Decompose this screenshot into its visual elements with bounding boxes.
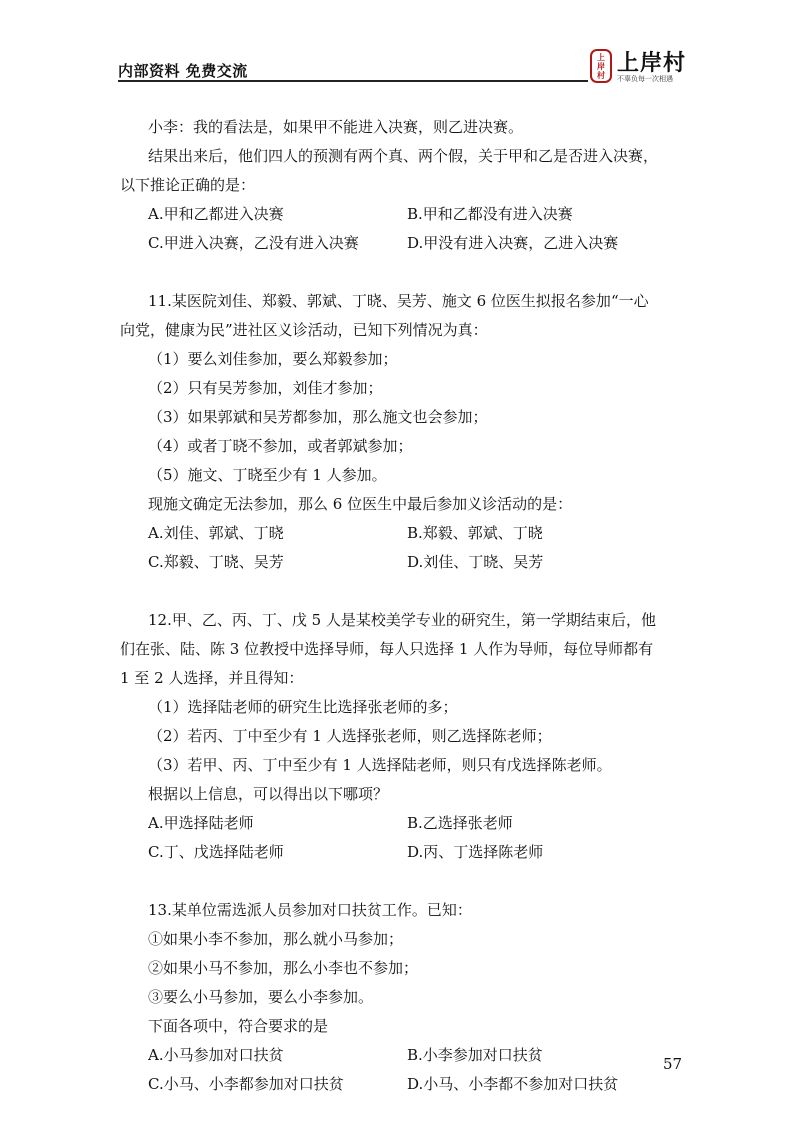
- q11-condition: （4）或者丁晓不参加，或者郭斌参加；: [148, 437, 413, 455]
- q12-option-a: A.甲选择陆老师: [148, 814, 254, 832]
- q12-option-d: D.丙、丁选择陈老师: [407, 843, 544, 861]
- q13-option-d: D.小马、小李都不参加对口扶贫: [407, 1075, 619, 1093]
- q10-line: 小李：我的看法是，如果甲不能进入决赛，则乙进决赛。: [148, 118, 524, 136]
- q12-condition: （3）若甲、丙、丁中至少有 1 人选择陆老师，则只有戊选择陈老师。: [148, 756, 612, 774]
- q13-option-c: C.小马、小李都参加对口扶贫: [148, 1075, 344, 1093]
- q11-condition: （2）只有吴芳参加，刘佳才参加；: [148, 379, 383, 397]
- page-header: [118, 44, 700, 86]
- q10-line: 以下推论正确的是：: [120, 176, 256, 194]
- q13-option-row: [120, 1041, 690, 1070]
- q13-condition: ②如果小马不参加，那么小李也不参加；: [148, 959, 419, 977]
- q11-option-row: [120, 519, 690, 548]
- page-number: 57: [663, 1055, 683, 1073]
- q11-stem: 向党，健康为民”进社区义诊活动，已知下列情况为真：: [120, 321, 488, 339]
- q12-option-b: B.乙选择张老师: [407, 814, 513, 832]
- logo-seal-icon: 上 岸 村: [590, 49, 612, 83]
- q13-question: 下面各项中，符合要求的是: [148, 1017, 329, 1035]
- q11-condition: （5）施文、丁晓至少有 1 人参加。: [148, 466, 387, 484]
- q11-option-c: C.郑毅、丁晓、吴芳: [148, 553, 284, 571]
- q11-option-a: A.刘佳、郭斌、丁晓: [148, 524, 284, 542]
- q12-question: 根据以上信息，可以得出以下哪项？: [148, 785, 389, 803]
- q12-condition: （1）选择陆老师的研究生比选择张老师的多；: [148, 698, 458, 716]
- q11-stem: 11.某医院刘佳、郑毅、郭斌、丁晓、吴芳、施文 6 位医生拟报名参加“一心: [148, 292, 649, 310]
- q12-stem: 12.甲、乙、丙、丁、戊 5 人是某校美学专业的研究生，第一学期结束后，他: [148, 611, 656, 629]
- q13-option-row: [120, 1070, 690, 1099]
- q10-option-a: A.甲和乙都进入决赛: [148, 205, 284, 223]
- q12-condition: （2）若丙、丁中至少有 1 人选择张老师，则乙选择陈老师；: [148, 727, 552, 745]
- logo-slogan: 不辜负每一次相遇: [617, 75, 673, 83]
- q11-condition: （3）如果郭斌和吴芳都参加，那么施文也会参加；: [148, 408, 488, 426]
- q11-option-row: [120, 548, 690, 577]
- q13-condition: ①如果小李不参加，那么就小马参加；: [148, 930, 404, 948]
- q13-option-a: A.小马参加对口扶贫: [148, 1046, 284, 1064]
- q12-stem: 们在张、陆、陈 3 位教授中选择导师，每人只选择 1 人作为导师，每位导师都有: [120, 640, 654, 658]
- q10-option-d: D.甲没有进入决赛，乙进入决赛: [407, 234, 619, 252]
- q13-condition: ③要么小马参加，要么小李参加。: [148, 988, 374, 1006]
- q13-option-b: B.小李参加对口扶贫: [407, 1046, 543, 1064]
- q12-option-row: [120, 838, 690, 867]
- q10-option-row: [120, 200, 690, 229]
- q10-option-row: [120, 229, 690, 258]
- brand-logo: [590, 46, 702, 86]
- q11-option-d: D.刘佳、丁晓、吴芳: [407, 553, 544, 571]
- q13-stem: 13.某单位需选派人员参加对口扶贫工作。已知：: [148, 901, 472, 919]
- q12-option-c: C.丁、戊选择陆老师: [148, 843, 284, 861]
- q10-option-c: C.甲进入决赛，乙没有进入决赛: [148, 234, 359, 252]
- q12-option-row: [120, 809, 690, 838]
- q10-option-b: B.甲和乙都没有进入决赛: [407, 205, 573, 223]
- q11-condition: （1）要么刘佳参加，要么郑毅参加；: [148, 350, 398, 368]
- q11-question: 现施文确定无法参加，那么 6 位医生中最后参加义诊活动的是：: [148, 495, 573, 513]
- header-title: 内部资料 免费交流: [118, 62, 248, 80]
- header-divider: [118, 80, 588, 82]
- q10-line: 结果出来后，他们四人的预测有两个真、两个假，关于甲和乙是否进入决赛，: [148, 147, 659, 165]
- q11-option-b: B.郑毅、郭斌、丁晓: [407, 524, 543, 542]
- page-content: [120, 113, 690, 1099]
- logo-name: 上岸村: [617, 51, 687, 76]
- q12-stem: 1 至 2 人选择，并且得知：: [120, 669, 304, 687]
